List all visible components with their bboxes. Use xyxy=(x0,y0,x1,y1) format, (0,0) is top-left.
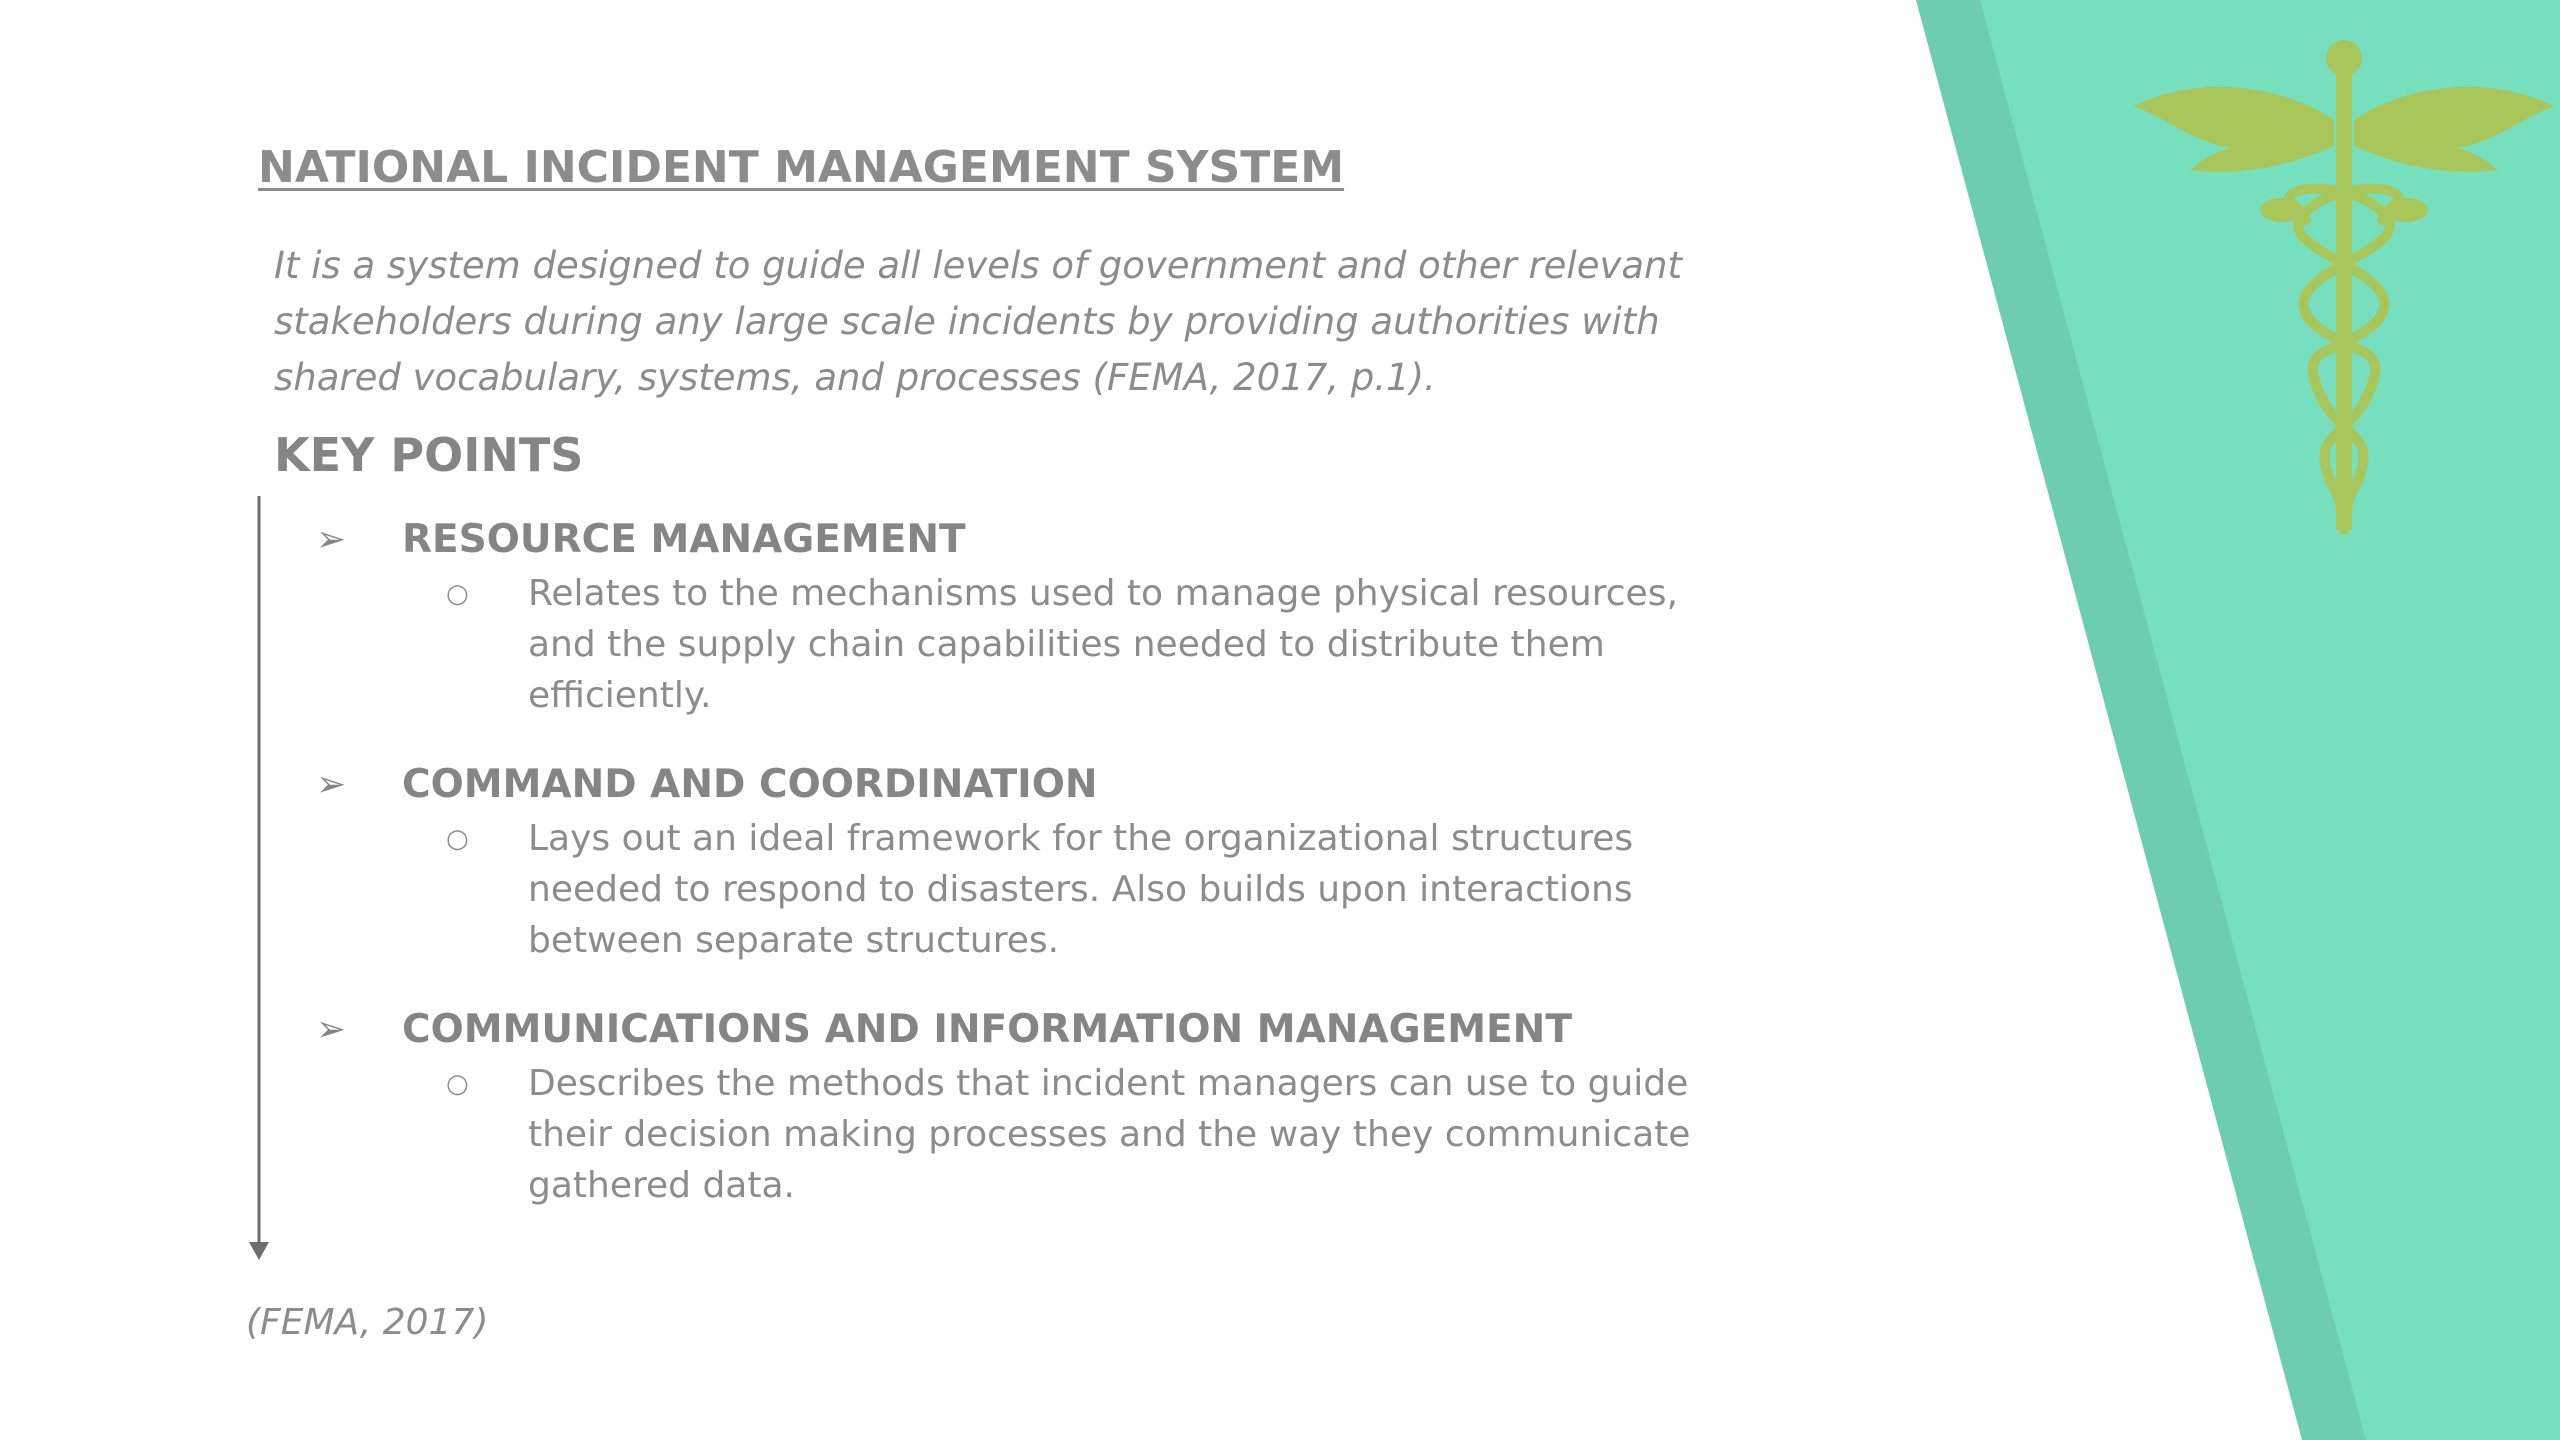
point-description: Lays out an ideal framework for the organizational structures needed to respond to disasters. Also builds upon interactions between separate structures. xyxy=(528,818,1634,961)
point-heading: COMMAND AND COORDINATION xyxy=(402,762,1098,807)
timeline-arrow xyxy=(244,496,274,1266)
circle-bullet-icon: ○ xyxy=(446,1069,469,1099)
circle-bullet-icon: ○ xyxy=(446,579,469,609)
arrow-bullet-icon: ➢ xyxy=(316,519,347,560)
slide-title: NATIONAL INCIDENT MANAGEMENT SYSTEM xyxy=(258,142,1345,193)
intro-paragraph: It is a system designed to guide all levels of government and other relevant stakeholders during any large scale incidents by providing authorities with shared vocabulary, systems, and processes (FEMA, 2017, p.1). xyxy=(274,244,1683,399)
point-description: Describes the methods that incident managers can use to guide their decision making processes and the way they communicate gathered data. xyxy=(528,1063,1691,1206)
key-points-heading: KEY POINTS xyxy=(274,428,584,482)
citation: (FEMA, 2017) xyxy=(246,1302,489,1343)
point-heading: COMMUNICATIONS AND INFORMATION MANAGEMENT xyxy=(402,1007,1572,1052)
arrow-bullet-icon: ➢ xyxy=(316,1009,347,1050)
circle-bullet-icon: ○ xyxy=(446,824,469,854)
point-heading: RESOURCE MANAGEMENT xyxy=(402,517,966,562)
arrow-bullet-icon: ➢ xyxy=(316,764,347,805)
point-description: Relates to the mechanisms used to manage physical resources, and the supply chain capabilities needed to distribute them efficiently. xyxy=(528,573,1678,716)
caduceus-icon xyxy=(2130,30,2558,550)
